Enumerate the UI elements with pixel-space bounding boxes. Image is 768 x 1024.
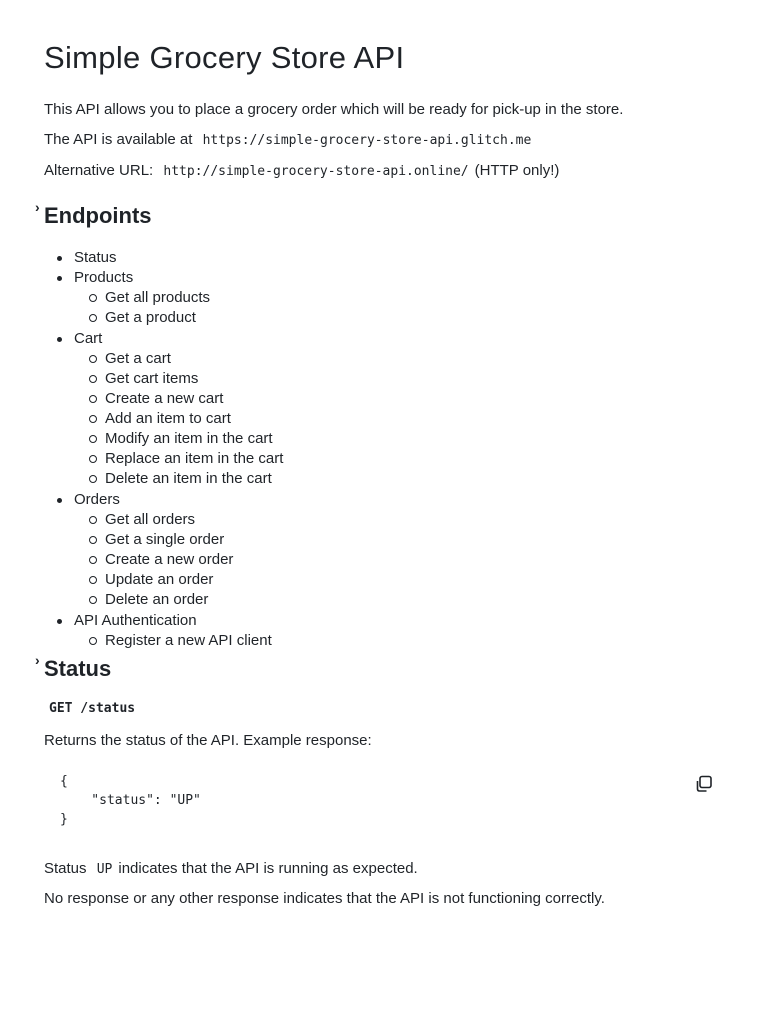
list-item-status[interactable]: [74, 248, 283, 268]
list-item-api-authentication: [74, 611, 283, 651]
api-url-line: [44, 129, 537, 152]
orders-sublist: [74, 510, 283, 610]
list-item-label[interactable]: Status: [74, 249, 117, 266]
alternative-url-line: [44, 160, 559, 183]
list-item[interactable]: Get cart items: [105, 369, 283, 389]
alternative-url-note: (HTTP only!): [474, 162, 560, 179]
endpoints-heading: [35, 199, 152, 229]
list-item[interactable]: Update an order: [105, 570, 283, 590]
heading-anchor-icon[interactable]: ›: [35, 199, 40, 215]
list-item[interactable]: Create a new order: [105, 550, 283, 570]
list-item[interactable]: Delete an item in the cart: [105, 469, 283, 489]
alternative-url-label: Alternative URL:: [44, 162, 154, 179]
list-item-label[interactable]: Cart: [74, 330, 103, 347]
list-item-orders: [74, 490, 283, 610]
list-item[interactable]: Get a single order: [105, 530, 283, 550]
status-up-suffix: indicates that the API is running as expected.: [118, 860, 418, 877]
intro-description: This API allows you to place a grocery order which will be ready for pick-up in the store.: [44, 101, 624, 118]
products-sublist: [74, 288, 283, 328]
list-item[interactable]: Get all products: [105, 288, 283, 308]
list-item[interactable]: Get a cart: [105, 349, 283, 369]
auth-sublist: [74, 631, 283, 651]
list-item-cart: [74, 329, 283, 489]
list-item-label[interactable]: Products: [74, 269, 134, 286]
copy-icon: [694, 774, 714, 794]
list-item[interactable]: Create a new cart: [105, 389, 283, 409]
no-response-text: No response or any other response indicates that the API is not functioning correctly.: [44, 890, 605, 907]
list-item[interactable]: Replace an item in the cart: [105, 450, 284, 467]
copy-button[interactable]: [694, 774, 714, 794]
list-item[interactable]: Register a new API client: [105, 631, 283, 651]
list-item-label[interactable]: API Authentication: [74, 612, 197, 629]
cart-sublist: [74, 349, 283, 489]
list-item[interactable]: Modify an item in the cart: [105, 429, 283, 449]
status-endpoint: GET /status: [49, 701, 136, 716]
list-item[interactable]: Get all orders: [105, 510, 283, 530]
status-up-line: [44, 858, 418, 881]
alternative-url: http://simple-grocery-store-api.online/: [163, 164, 469, 179]
list-item-label[interactable]: Orders: [74, 491, 120, 508]
status-heading: [35, 652, 112, 682]
status-returns-text: Returns the status of the API. Example response:: [44, 732, 372, 749]
api-url-label: The API is available at: [44, 131, 193, 148]
heading-anchor-icon[interactable]: ›: [35, 652, 40, 668]
example-response-code: { "status": "UP" }: [60, 774, 201, 827]
endpoints-heading-text: Endpoints: [44, 203, 152, 228]
api-url: https://simple-grocery-store-api.glitch.me: [202, 133, 532, 148]
list-item[interactable]: Get a product: [105, 308, 283, 328]
status-up-code: UP: [96, 862, 113, 877]
page-title: Simple Grocery Store API: [44, 40, 405, 75]
list-item[interactable]: Add an item to cart: [105, 409, 283, 429]
status-up-prefix: Status: [44, 860, 87, 877]
list-item[interactable]: Delete an order: [105, 590, 283, 610]
list-item-products: [74, 268, 283, 328]
status-heading-text: Status: [44, 656, 112, 681]
endpoints-list: [44, 248, 283, 652]
example-response-block: [44, 772, 724, 834]
